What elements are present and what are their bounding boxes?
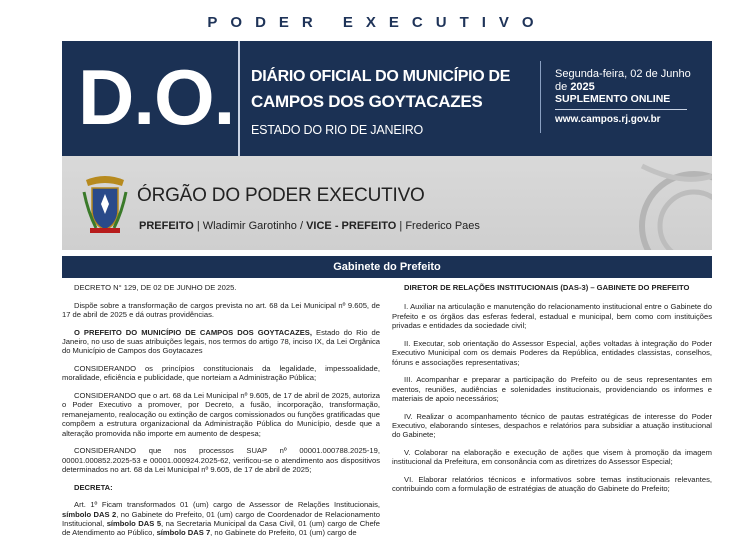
role-item-5: V. Colaborar na elaboração e execução de ações que visem à promoção da imagem institucional da Prefeitura, em consonância com as diretrizes do Assessor Especial; <box>392 448 712 467</box>
prefeito-name: | Wladimir Garotinho / <box>193 220 307 232</box>
consideration-1: CONSIDERANDO os princípios constitucionais da legalidade, impessoalidade, moralidade, eficiência e publicidade, que norteiam a Administração Pública; <box>62 364 380 383</box>
consideration-2: CONSIDERANDO que o art. 68 da Lei Municipal nº 9.605, de 17 de abril de 2025, autoriza o Poder Executivo a promover, por Decreto, a fusão, incorporação, transformação, remanejamento, realocação ou extinção de cargos comissionados ou funções gratificadas que compõem a estrutura organizacional da Administração Pública do Município, desde que a alteração promovida não importe em aumento de despesa; <box>62 391 380 438</box>
left-column <box>62 283 380 546</box>
decree-summary: Dispõe sobre a transformação de cargos prevista no art. 68 da Lei Municipal nº 9.605, de 17 de abril de 2025 e dá outras providências. <box>62 300 380 319</box>
supplement-label: SUPLEMENTO ONLINE <box>555 93 671 105</box>
art1-text-a: Art. 1º Ficam transformados 01 (um) cargo de Assessor de Relações Institucionais, <box>74 500 380 510</box>
masthead <box>62 41 712 156</box>
masthead-title-line2: CAMPOS DOS GOYTACAZES <box>251 92 483 111</box>
section-title-bar: Gabinete do Prefeito <box>62 256 712 278</box>
role-item-3: III. Acompanhar e preparar a participação do Prefeito ou de seus representantes em eventos, reuniões, audiências e solenidades institucionais, providenciando os informes e materiais de apoio necessários; <box>392 375 712 404</box>
vice-prefeito-label: VICE - PREFEITO <box>306 220 397 232</box>
vice-prefeito-name: | Frederico Paes <box>396 220 480 232</box>
decorative-swirl-icon <box>602 156 712 250</box>
coat-of-arms-icon <box>82 172 128 236</box>
right-column <box>392 283 712 502</box>
article-1 <box>62 500 380 538</box>
do-logo: D.O. <box>78 53 235 141</box>
poder-executivo-banner: PODER EXECUTIVO <box>207 14 547 31</box>
role-item-4: IV. Realizar o acompanhamento técnico de pautas estratégicas de interesse do Poder Executivo, elaborando sínteses, despachos e relatórios para subsidiar a atuação institucional do Gabinete; <box>392 411 712 440</box>
role-item-2: II. Executar, sob orientação do Assessor Especial, ações voltadas à integração do Poder Executivo Municipal com os demais Poderes da República, entidades classistas, conselhos, fóruns e associações representativas; <box>392 338 712 367</box>
edition-date-text: Segunda-feira, 02 de Junho de <box>555 68 691 93</box>
art1-text-c: , no Gabinete do Prefeito, 01 (um) cargo de Coordenador de Relacionamento Institucional, <box>62 509 380 529</box>
art1-text-e: , na Secretaria Municipal da Casa Civil, 01 (um) cargo de Chefe de Atendimento ao Público, <box>62 519 380 538</box>
edition-date <box>555 68 695 94</box>
decree-title: DECRETO N° 129, DE 02 DE JUNHO DE 2025. <box>74 283 237 292</box>
officials-line <box>139 220 480 232</box>
art1-text-g: , no Gabinete do Prefeito, 01 (um) cargo de <box>210 528 357 538</box>
masthead-divider-right <box>540 61 541 133</box>
art1-das7: símbolo DAS 7 <box>156 528 211 538</box>
organ-band <box>62 156 712 250</box>
role-item-1: I. Auxiliar na articulação e manutenção do relacionamento institucional entre o Gabinete do Prefeito e os órgãos das esferas federal, estadual e municipal, bem como com instituições privadas e entidades da sociedade civil; <box>392 302 712 331</box>
art1-das5: símbolo DAS 5 <box>106 519 162 529</box>
preamble-rest: Estado do Rio de Janeiro, no uso de suas atribuições legais, nos termos do artigo 78, inciso IX, da Lei Orgânica do Município de Campos dos Goytacazes <box>62 327 380 356</box>
decreta-heading: DECRETA: <box>74 482 113 492</box>
website-link[interactable]: www.campos.rj.gov.br <box>555 114 661 125</box>
masthead-divider <box>238 41 240 156</box>
preamble-bold: O PREFEITO DO MUNICÍPIO DE CAMPOS DOS GOYTACAZES, <box>74 327 312 337</box>
masthead-title-line1: DIÁRIO OFICIAL DO MUNICÍPIO DE <box>251 68 511 85</box>
organ-title: ÓRGÃO DO PODER EXECUTIVO <box>137 185 425 206</box>
edition-year: 2025 <box>570 81 595 93</box>
decree-preamble <box>62 328 380 356</box>
art1-das2: símbolo DAS 2 <box>62 509 117 519</box>
prefeito-label: PREFEITO <box>139 220 194 232</box>
masthead-state: ESTADO DO RIO DE JANEIRO <box>251 123 424 137</box>
masthead-rule <box>555 109 687 110</box>
role-heading: DIRETOR DE RELAÇÕES INSTITUCIONAIS (DAS-3) – GABINETE DO PREFEITO <box>404 283 690 292</box>
consideration-3: CONSIDERANDO que nos processos SUAP nº 00001.000788.2025-19, 00001.000852.2025-53 e 00001.000924.2025-62, verificou-se o atendimento aos dispositivos determinados no art. 68 da Lei Municipal nº 9.605, de 17 de abril de 2025; <box>62 446 380 475</box>
role-item-6: VI. Elaborar relatórios técnicos e informativos sobre temas institucionais relevantes, contribuindo com a formulação de estratégias de atuação do Gabinete do Prefeito; <box>392 475 712 494</box>
